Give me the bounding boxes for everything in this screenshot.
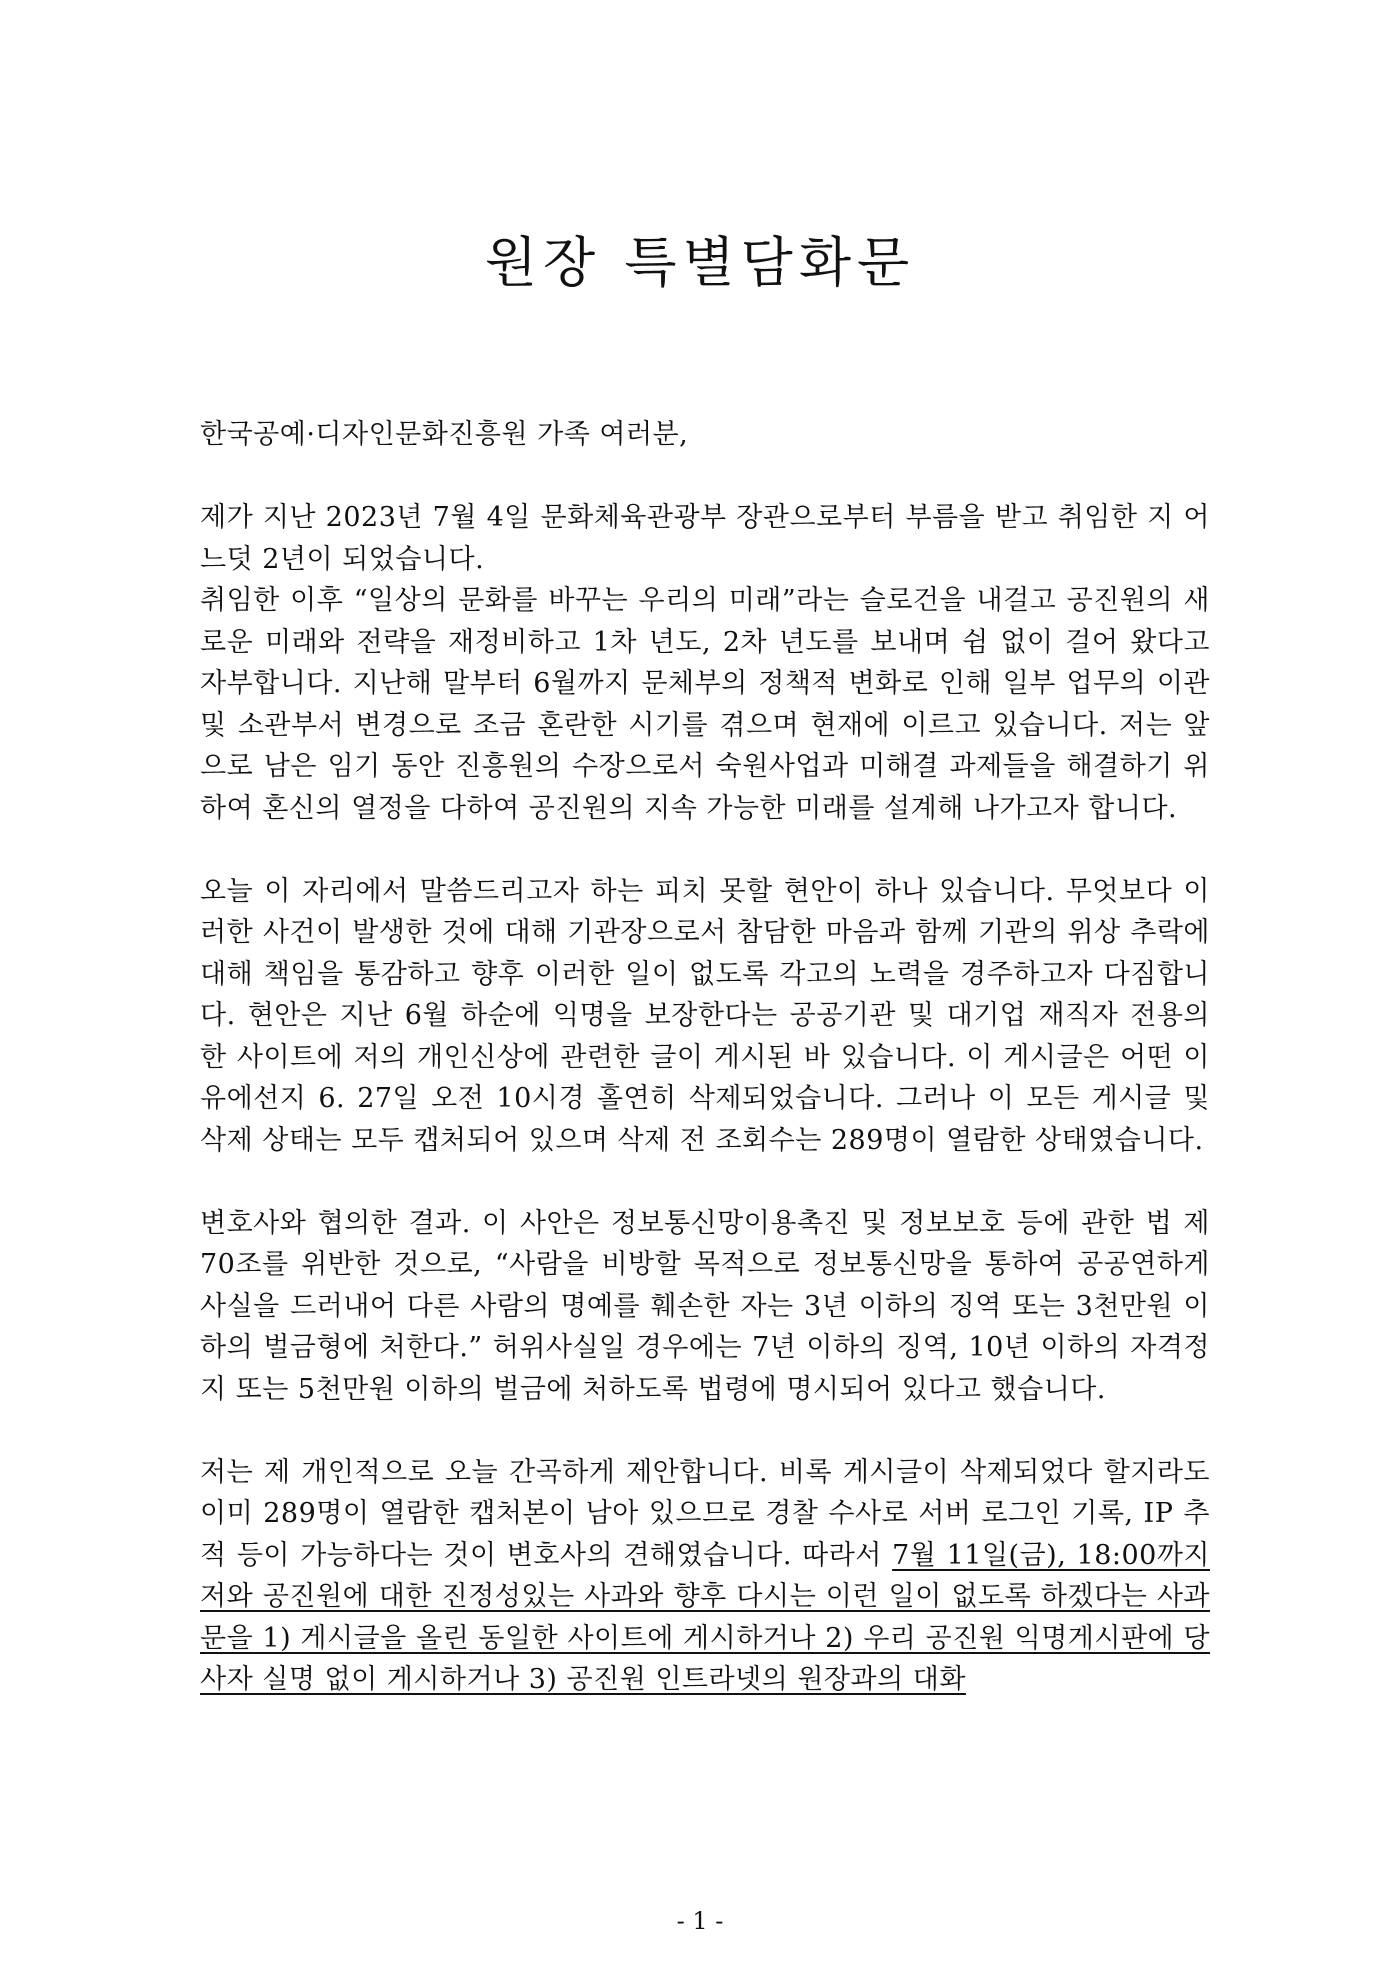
paragraph-spacer [200,1410,1210,1452]
paragraph: 오늘 이 자리에서 말씀드리고자 하는 피치 못할 현안이 하나 있습니다. 무엇보다 이러한 사건이 발생한 것에 대해 기관장으로서 참담한 마음과 함께 기관의 위상 추락에 대해 책임을 통감하고 향후 이러한 일이 없도록 각고의 노력을 경주하고자 다짐합니다. 현안은 지난 6월 하순에 익명을 보장한다는 공공기관 및 대기업 재직자 전용의 한 사이트에 저의 개인신상에 관련한 글이 게시된 바 있습니다. 이 게시글은 어떤 이유에선지 6. 27일 오전 10시경 홀연히 삭제되었습니다. 그러나 이 모든 게시글 및 삭제 상태는 모두 캡처되어 있으며 삭제 전 조회수는 289명이 열람한 상태였습니다. [200,875,1210,1156]
paragraph: 변호사와 협의한 결과. 이 사안은 정보통신망이용촉진 및 정보보호 등에 관한 법 제70조를 위반한 것으로, “사람을 비방할 목적으로 정보통신망을 통하여 공공연하게 사실을 드러내어 다른 사람의 명예를 훼손한 자는 3년 이하의 징역 또는 3천만원 이하의 벌금형에 처한다.” 허위사실일 경우에는 7년 이하의 징역, 10년 이하의 자격정지 또는 5천만원 이하의 벌금에 처하도록 법령에 명시되어 있다고 했습니다. [200,1207,1210,1405]
paragraph: 취임한 이후 “일상의 문화를 바꾸는 우리의 미래”라는 슬로건을 내걸고 공진원의 새로운 미래와 전략을 재정비하고 1차 년도, 2차 년도를 보내며 쉼 없이 걸어 왔다고 자부합니다. 지난해 말부터 6월까지 문체부의 정책적 변화로 인해 일부 업무의 이관 및 소관부서 변경으로 조금 혼란한 시기를 겪으며 현재에 이르고 있습니다. 저는 앞으로 남은 임기 동안 진흥원의 수장으로서 숙원사업과 미해결 과제들을 해결하기 위하여 혼신의 열정을 다하여 공진원의 지속 가능한 미래를 설계해 나가고자 합니다. [200,585,1210,824]
paragraph-spacer [200,1161,1210,1203]
page-number: - 1 - [676,1907,724,1935]
document-body [200,414,1210,1701]
underlined-deadline-text: 7월 11일(금), 18:00까지 저와 공진원에 대한 진정성있는 사과와 향후 다시는 이런 일이 없도록 하겠다는 사과문을 1) 게시글을 올린 동일한 사이트에 게시하거나 2) 우리 공진원 익명게시판에 당사자 실명 없이 게시하거나 3) 공진원 인트라넷의 원장과의 대화 [200,1539,1210,1695]
paragraph [200,1452,1210,1701]
document-title: 원장 특별담화문 [484,231,916,294]
salutation: 한국공예·디자인문화진흥원 가족 여러분, [200,419,689,450]
paragraph: 제가 지난 2023년 7월 4일 문화체육관광부 장관으로부터 부름을 받고 취임한 지 어느덧 2년이 되었습니다. [200,502,1210,575]
paragraph-text: 저는 제 개인적으로 오늘 간곡하게 제안합니다. 비록 게시글이 삭제되었다 할지라도 이미 289명이 열람한 캡처본이 남아 있으므로 경찰 수사로 서버 로그인 기록, IP 추적 등이 가능하다는 것이 변호사의 견해였습니다. 따라서 [200,1456,1210,1571]
paragraph-spacer [200,829,1210,871]
paragraph-spacer [200,456,1210,498]
